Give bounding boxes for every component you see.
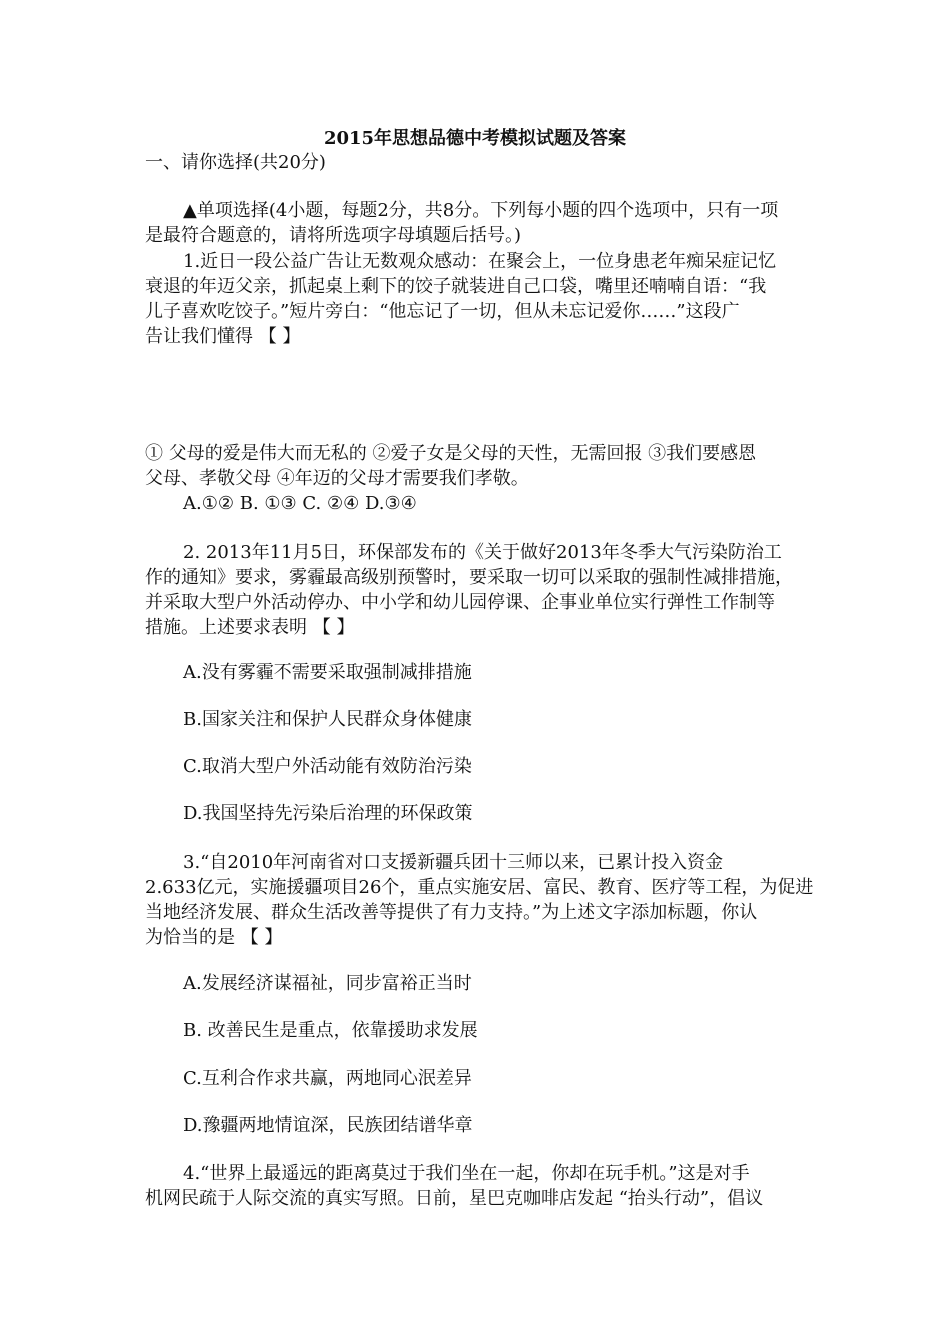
question-2-option-d: D.我国坚持先污染后治理的环保政策: [183, 803, 473, 824]
instruction-line: ▲单项选择(4小题，每题2分，共8分。下列每小题的四个选项中，只有一项: [183, 200, 779, 221]
question-4-stem: 4.“世界上最遥远的距离莫过于我们坐在一起，你却在玩手机。”这是对手: [183, 1163, 750, 1184]
question-3-option-c: C.互利合作求共赢，两地同心泯差异: [183, 1068, 472, 1089]
question-1-stem: 衰退的年迈父亲，抓起桌上剩下的饺子就装进自己口袋，嘴里还喃喃自语：“我: [145, 276, 767, 297]
question-2-stem: 措施。上述要求表明 【 】: [145, 617, 355, 638]
question-3-option-b: B. 改善民生是重点，依靠援助求发展: [183, 1020, 478, 1041]
question-3-option-d: D.豫疆两地情谊深，民族团结谱华章: [183, 1115, 473, 1136]
question-1-options: A.①② B. ①③ C. ②④ D.③④: [183, 493, 417, 514]
question-1-statements: ① 父母的爱是伟大而无私的 ②爱子女是父母的天性，无需回报 ③我们要感恩: [145, 443, 757, 464]
question-2-option-a: A.没有雾霾不需要采取强制减排措施: [183, 662, 472, 683]
question-1-stem: 儿子喜欢吃饺子。”短片旁白：“他忘记了一切，但从未忘记爱你……”这段广: [145, 301, 740, 322]
question-2-option-c: C.取消大型户外活动能有效防治污染: [183, 756, 472, 777]
document-title: 2015年思想品德中考模拟试题及答案: [323, 128, 627, 149]
question-3-stem: 当地经济发展、群众生活改善等提供了有力支持。”为上述文字添加标题，你认: [145, 902, 758, 923]
question-2-stem: 2. 2013年11月5日，环保部发布的《关于做好2013年冬季大气污染防治工: [183, 542, 782, 563]
question-1-stem: 告让我们懂得 【 】: [145, 326, 301, 347]
question-2-option-b: B.国家关注和保护人民群众身体健康: [183, 709, 472, 730]
question-3-option-a: A.发展经济谋福祉，同步富裕正当时: [183, 973, 472, 994]
question-3-stem: 3.“自2010年河南省对口支援新疆兵团十三师以来，已累计投入资金: [183, 852, 724, 873]
question-3-stem: 2.633亿元，实施援疆项目26个，重点实施安居、富民、教育、医疗等工程，为促进: [145, 877, 814, 898]
instruction-line: 是最符合题意的，请将所选项字母填题后括号。): [145, 225, 522, 246]
question-4-stem: 机网民疏于人际交流的真实写照。日前，星巴克咖啡店发起 “抬头行动”，倡议: [145, 1188, 764, 1209]
question-2-stem: 并采取大型户外活动停办、中小学和幼儿园停课、企事业单位实行弹性工作制等: [145, 592, 775, 613]
question-3-stem: 为恰当的是 【 】: [145, 927, 283, 948]
question-1-stem: 1.近日一段公益广告让无数观众感动：在聚会上，一位身患老年痴呆症记忆: [183, 251, 777, 272]
question-1-statements: 父母、孝敬父母 ④年迈的父母才需要我们孝敬。: [145, 468, 529, 489]
question-2-stem: 作的通知》要求，雾霾最高级别预警时，要采取一切可以采取的强制性减排措施，: [145, 567, 793, 588]
section-heading: 一、请你选择(共20分): [145, 152, 326, 173]
